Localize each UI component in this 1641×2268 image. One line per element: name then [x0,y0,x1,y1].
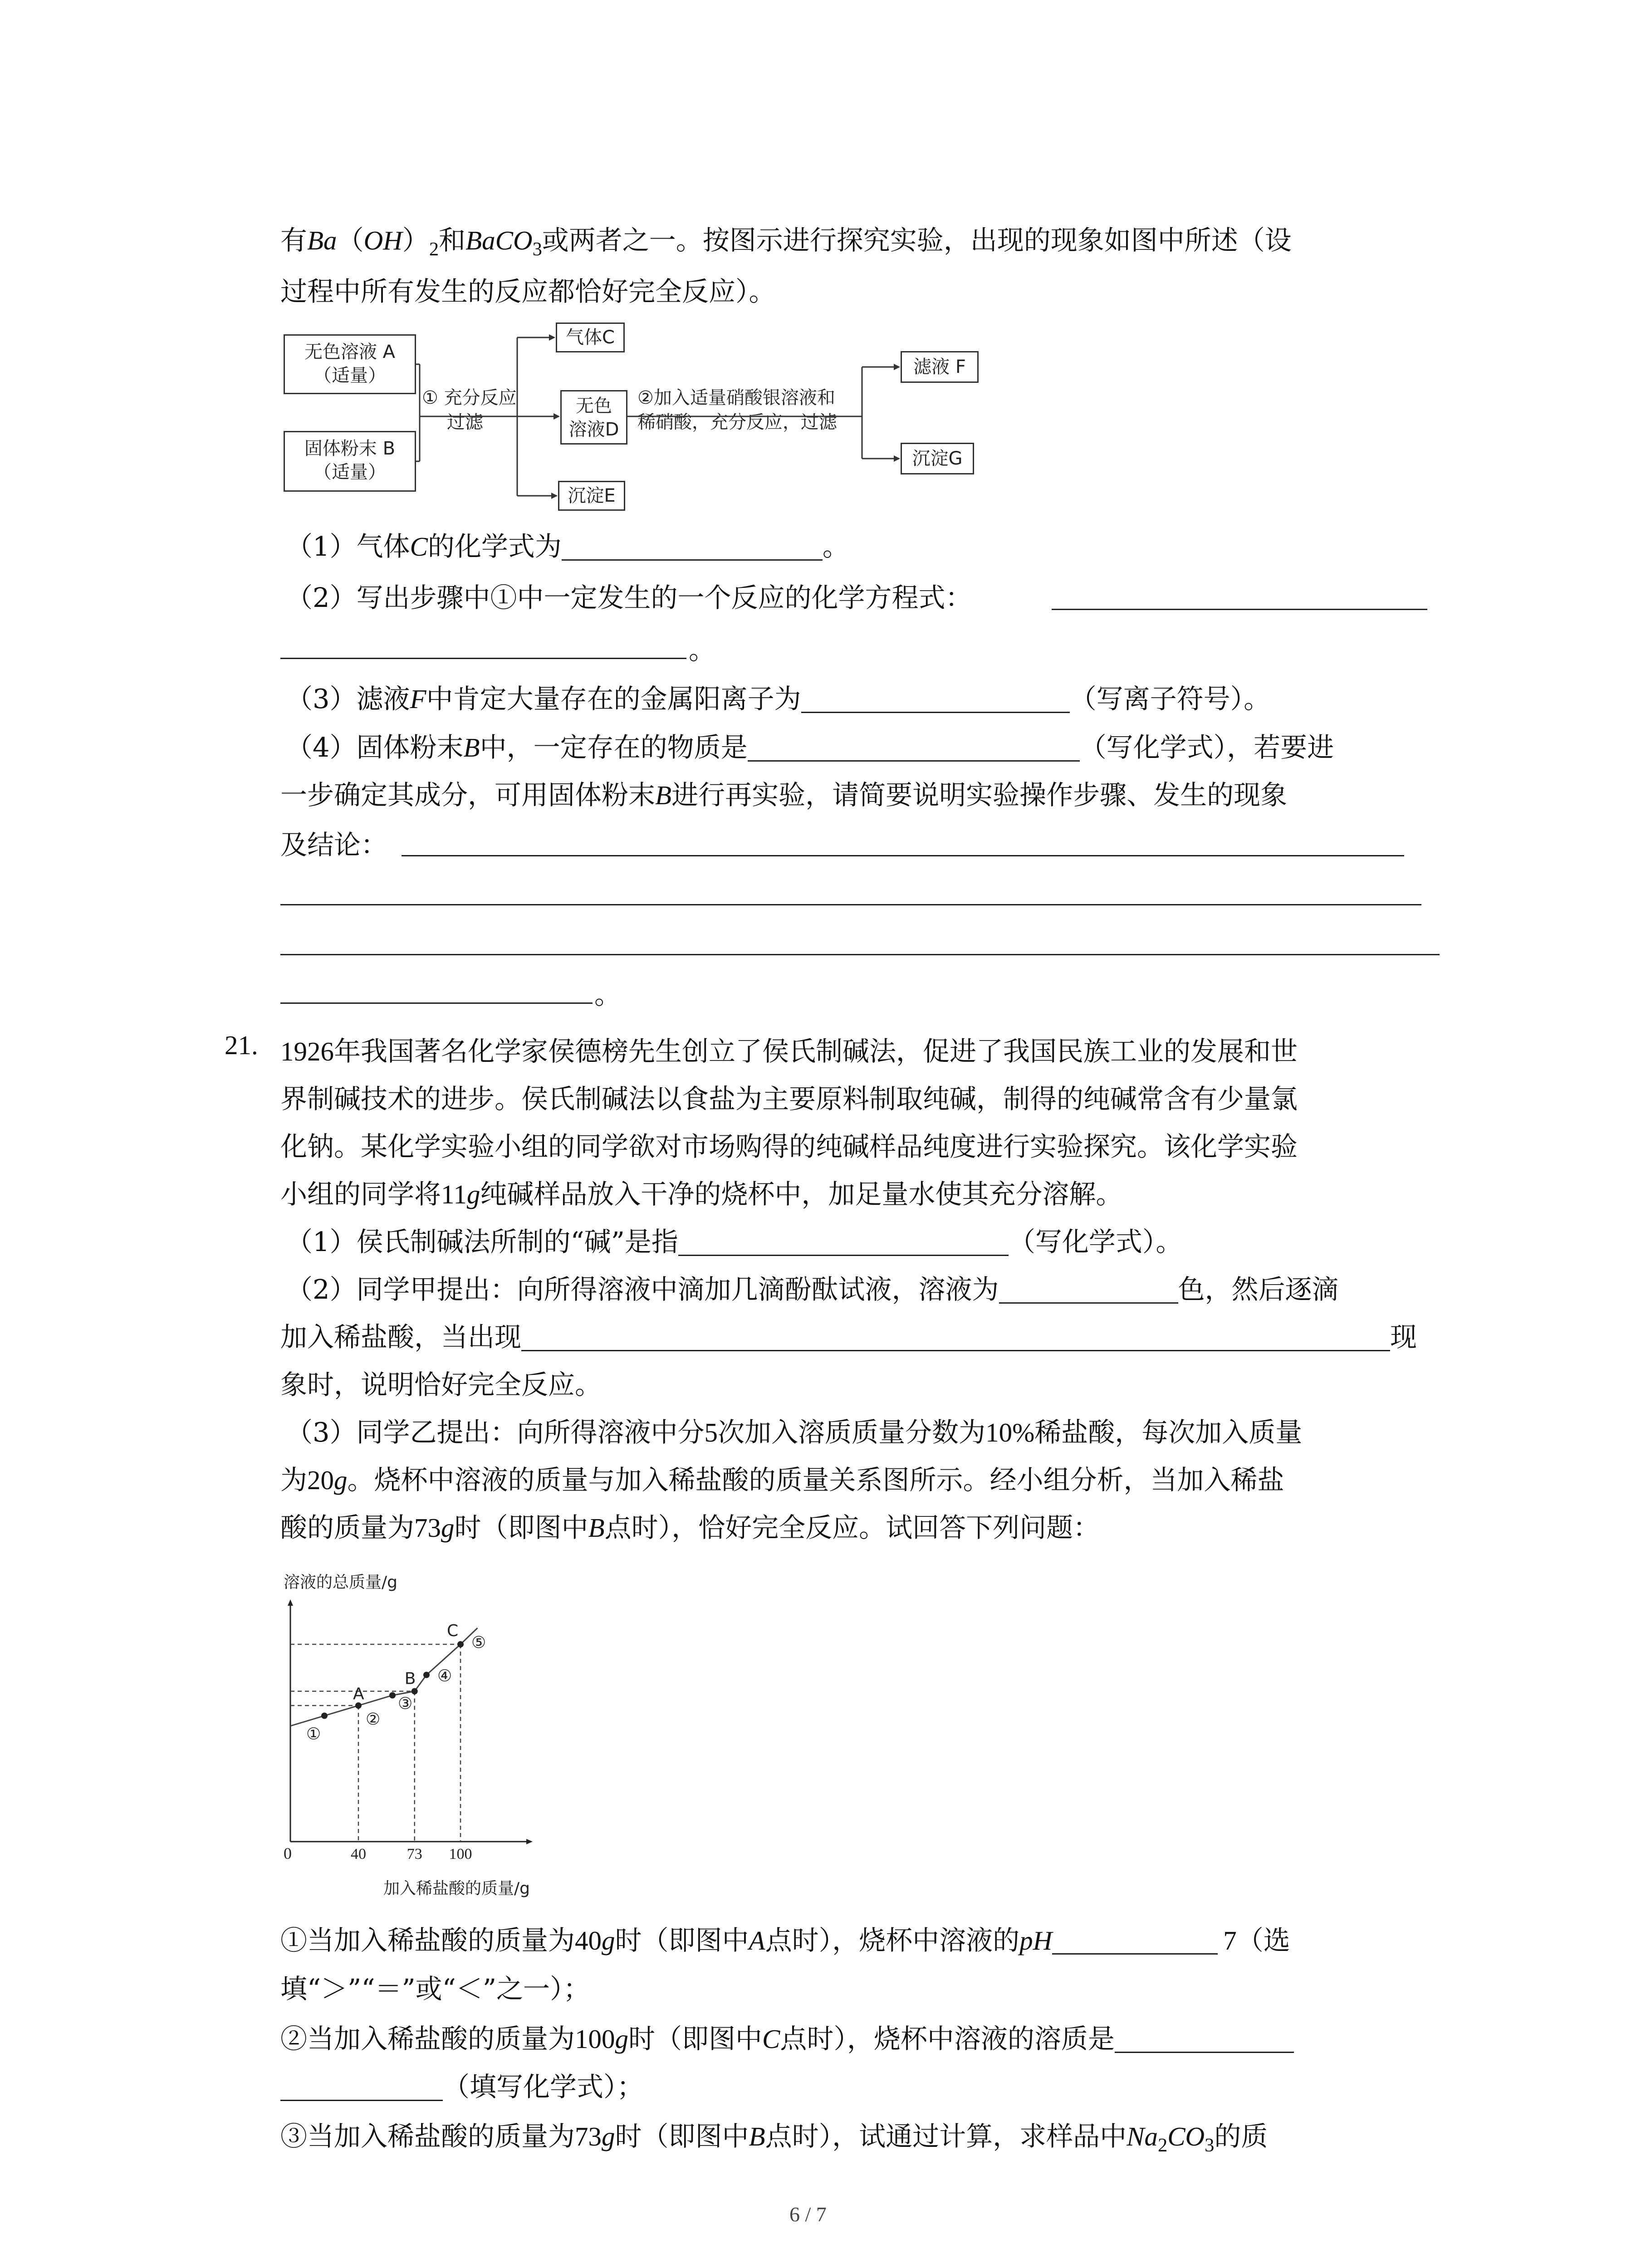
q21-line4: 小组的同学将11g纯碱样品放入干净的烧杯中，加足量水使其充分溶解。 [280,1178,1123,1210]
q21-line3: 化钠。某化学实验小组的同学欲对市场购得的纯碱样品纯度进行实验探究。该化学实验 [280,1131,1298,1162]
flow-box-b-line1: 固体粉末 B [304,438,396,459]
flow-box-f: 滤液 F [901,351,979,383]
q21-sub2-blank-b[interactable] [280,2074,443,2101]
q21-part2-line1: （2）同学甲提出：向所得溶液中滴加几滴酚酞试液，溶液为 色，然后逐滴 [286,1274,1339,1305]
q21-part3-line1: （3）同学乙提出：向所得溶液中分5次加入溶质质量分数为10%稀盐酸，每次加入质量 [286,1417,1303,1448]
q20-part3: （3）滤液F中肯定大量存在的金属阳离子为 （写离子符号）。 [286,683,1271,714]
chart-x-tick-label: 100 [449,1846,472,1862]
q21-part3-line3: 酸的质量为73g时（即图中B点时），恰好完全反应。试回答下列问题： [280,1512,1100,1543]
q20-part4-end: 。 [594,979,622,1010]
chart-points [306,1622,486,1744]
q21-number: 21. [225,1030,258,1060]
chart-y-label: 溶液的总质量/g [284,1573,397,1592]
chart-x-tick-label: 73 [407,1846,422,1862]
flow-box-g: 沉淀G [901,443,974,474]
q21-part2-line3: 象时，说明恰好完全反应。 [280,1369,602,1400]
flow-box-e: 沉淀E [558,481,625,511]
q21-line1: 1926年我国著名化学家侯德榜先生创立了侯氏制碱法，促进了我国民族工业的发展和世 [280,1036,1298,1067]
flow-step1-label: ① 充分反应 过滤 [422,387,517,433]
chart-point-label: ② [366,1710,381,1729]
chart-x-label: 加入稀盐酸的质量/g [383,1879,530,1898]
chart-origin-label: 0 [284,1844,292,1862]
q20-part1: （1）气体C的化学式为 。 [286,531,849,562]
q21-part2-phenomenon-blank[interactable] [521,1325,1390,1351]
chart-ticks [351,1846,472,1862]
chart-point-label: ④ [437,1667,452,1686]
chart-x-tick-label: 40 [351,1846,366,1862]
q20-part1-blank[interactable] [562,534,823,561]
chart-data-point [321,1713,328,1719]
flow-step2-label: ②加入适量硝酸银溶液和 稀硝酸，充分反应，过滤 [637,387,837,433]
chart-data-point [423,1672,430,1678]
q21-part1: （1）侯氏制碱法所制的“碱”是指 （写化学式）。 [286,1226,1183,1257]
flow-box-a-line2: （适量） [314,365,386,386]
flow-box-c: 气体C [556,323,625,352]
q21-sub1-line2: 填“＞”“＝”或“＜”之一）； [280,1973,590,2004]
chart-data-point [411,1688,418,1695]
flow-box-d-line1: 无色 [576,396,612,416]
chart-point-label: A [353,1685,364,1703]
q21-part3-line2: 为20g。烧杯中溶液的质量与加入稀盐酸的质量关系图所示。经小组分析，当加入稀盐 [280,1464,1284,1496]
page-number: 6 / 7 [789,2203,827,2226]
q20-part2: （2）写出步骤中①中一定发生的一个反应的化学方程式： [286,582,972,613]
flow-box-d-line2: 溶液D [568,419,619,440]
q20-part4-answer-line3[interactable] [280,954,1440,955]
flow-box-b-line2: （适量） [314,462,386,483]
q20-part4-line2: 一步确定其成分，可用固体粉末B进行再实验，请简要说明实验操作步骤、发生的现象 [280,779,1288,811]
q20-part4-line1: （4）固体粉末B中，一定存在的物质是 （写化学式），若要进 [286,732,1334,763]
flow-box-a-line1: 无色溶液 A [304,342,396,362]
chart-point-label: ③ [398,1694,413,1713]
q21-part2-color-blank[interactable] [999,1277,1178,1304]
q20-part4-blank[interactable] [748,735,1080,762]
flow-connectors [0,0,1641,544]
q20-part4-answer-line2[interactable] [280,904,1421,905]
chart-point-label: ① [306,1725,321,1744]
chart-point-label: B [404,1669,416,1688]
chart-point-label: C [447,1622,459,1640]
q21-sub2-line1: ②当加入稀盐酸的质量为100g时（即图中C点时），烧杯中溶液的溶质是 [280,2017,1294,2056]
q20-part4-line3: 及结论： [280,829,388,860]
chart-point-label: ⑤ [471,1633,486,1652]
q21-part1-blank[interactable] [678,1229,1009,1256]
q20-part2-blank-b[interactable] [280,658,686,659]
q20-intro-line2: 过程中所有发生的反应都恰好完全反应）。 [280,276,776,307]
q21-sub1-line1: ①当加入稀盐酸的质量为40g时（即图中A点时），烧杯中溶液的pH 7（选 [280,1925,1290,1956]
q21-line2: 界制碱技术的进步。侯氏制碱法以食盐为主要原料制取纯碱，制得的纯碱常含有少量氯 [280,1083,1298,1114]
q21-mass-chart [254,1556,644,1910]
q20-part2-blank-a[interactable] [1052,609,1427,610]
q21-sub1-blank[interactable] [1052,1928,1218,1955]
q21-sub3-line1: ③当加入稀盐酸的质量为73g时（即图中B点时），试通过计算，求样品中$Na_2CO_3$的质 [280,2121,1268,2156]
q21-sub2-blank-a[interactable] [1115,2026,1294,2053]
q20-part4-answer-line1[interactable] [402,855,1404,856]
q20-part3-blank[interactable] [801,686,1070,713]
q21-part2-line2: 加入稀盐酸，当出现 现 [280,1321,1417,1353]
q20-part2-end: 。 [689,634,716,665]
q20-intro-line1: 有$Ba(OH)_2$和BaCO$_3$或两者之一。按图示进行探究实验，出现的现象如图中所述（设 [280,225,1292,260]
chart-data-point [355,1702,362,1709]
q21-sub2-line2: （填写化学式）； [280,2065,644,2104]
chart-data-point [457,1641,464,1647]
q20-part4-answer-line4[interactable] [280,1002,593,1004]
chart-data-point [389,1692,396,1699]
